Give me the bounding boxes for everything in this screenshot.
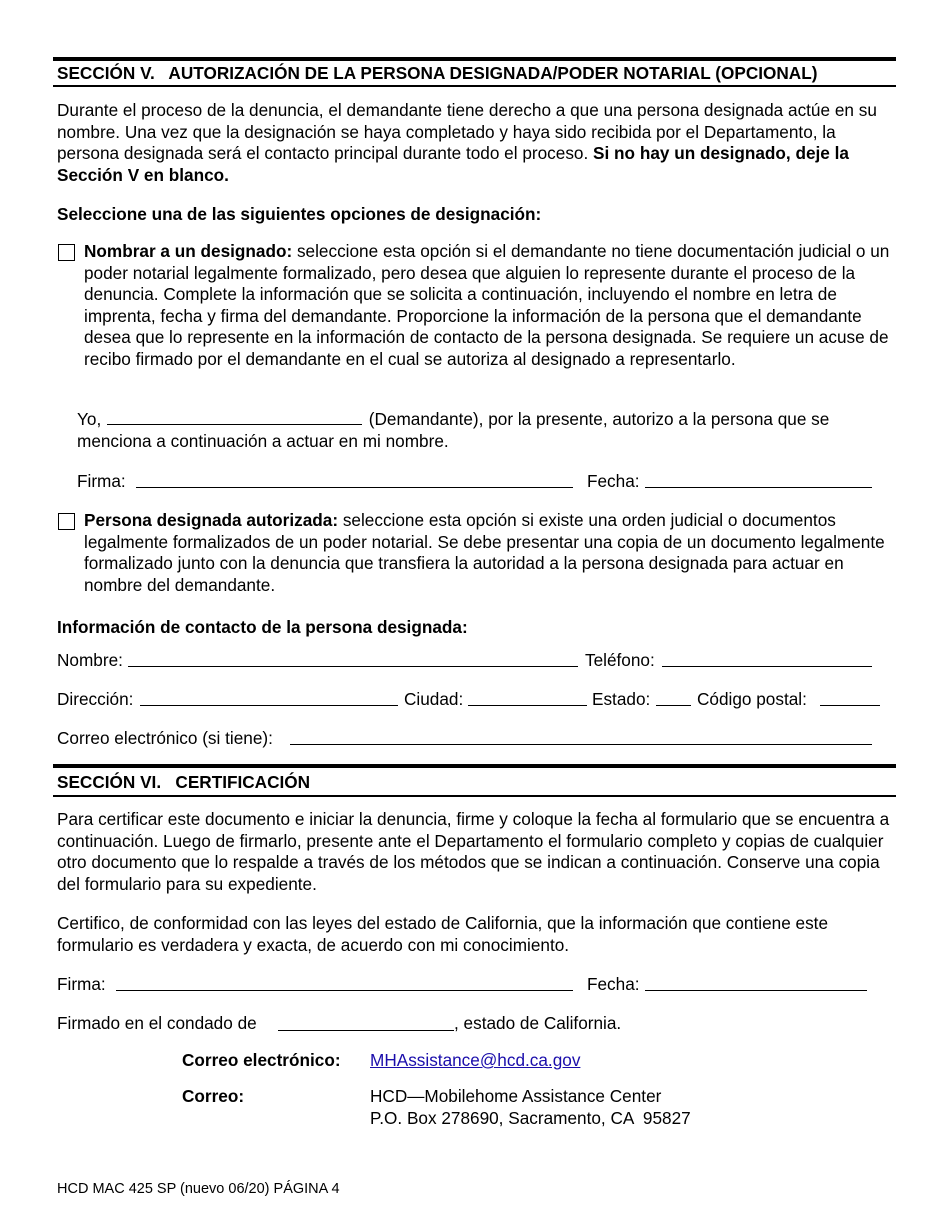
nombre-field[interactable] (128, 666, 578, 667)
section5-intro (57, 100, 899, 186)
codigo-postal-label: Código postal: (697, 689, 807, 709)
fecha-label-s5: Fecha: (587, 471, 640, 491)
section6-para1: Para certificar este documento e iniciar la denuncia, firme y coloque la fecha al formulario que se encuentra a continuación. Luego de firmarlo, presente ante el Departamento el formulario completo y copias de cualquier otro documento que lo respalde a través de los métodos que se indican a continuación. Conserve una copia del formulario para su expediente. (57, 809, 890, 894)
option-persona-autorizada (84, 510, 899, 596)
nombre-label: Nombre: (57, 650, 123, 670)
condado-field[interactable] (278, 1030, 454, 1031)
page-footer: HCD MAC 425 SP (nuevo 06/20) PÁGINA 4 (57, 1181, 340, 1197)
firmado-prefix: Firmado en el condado de (57, 1013, 257, 1033)
section6-top-rule (53, 764, 896, 768)
section6-heading: SECCIÓN VI. CERTIFICACIÓN (57, 772, 311, 792)
firma-label-s6: Firma: (57, 974, 106, 994)
fecha-field-s5[interactable] (645, 487, 872, 488)
firma-field-s5[interactable] (136, 487, 573, 488)
yo-prefix: Yo, (77, 409, 102, 429)
option-nombrar-designado-checkbox[interactable] (58, 244, 75, 261)
select-prompt: Seleccione una de las siguientes opciones de designación: (57, 204, 542, 224)
option1-title: Nombrar a un designado: (84, 241, 293, 261)
correo-label: Correo electrónico (si tiene): (57, 728, 273, 748)
fecha-label-s6: Fecha: (587, 974, 640, 994)
estado-label: Estado: (592, 689, 651, 709)
fecha-field-s6[interactable] (645, 990, 867, 991)
section5-heading: SECCIÓN V. AUTORIZACIÓN DE LA PERSONA DESIGNADA/PODER NOTARIAL (OPCIONAL) (57, 63, 818, 83)
mail-line2: P.O. Box 278690, Sacramento, CA 95827 (370, 1108, 691, 1128)
option-nombrar-designado (84, 241, 899, 370)
mail-line1: HCD—Mobilehome Assistance Center (370, 1086, 662, 1106)
option-persona-autorizada-checkbox[interactable] (58, 513, 75, 530)
section5-bottom-rule (53, 85, 896, 87)
correo-field[interactable] (290, 744, 872, 745)
section6-para2: Certifico, de conformidad con las leyes del estado de California, que la información que contiene este formulario es verdadera y exacta, de acuerdo con mi conocimiento. (57, 913, 829, 955)
section6-bottom-rule (53, 795, 896, 797)
email-label: Correo electrónico: (182, 1050, 341, 1070)
section5-intro-bold: Si no hay un designado, deje la Sección V en blanco. (57, 143, 849, 185)
firma-field-s6[interactable] (116, 990, 573, 991)
codigo-postal-field[interactable] (820, 705, 880, 706)
telefono-label: Teléfono: (585, 650, 655, 670)
section5-intro-text: Durante el proceso de la denuncia, el demandante tiene derecho a que una persona designada actúe en su nombre. Una vez que la designación se haya completado y haya sido recibida por el Departamento, la persona designada será el contacto principal durante todo el proceso. (57, 100, 877, 163)
yo-statement (77, 409, 892, 452)
direccion-field[interactable] (140, 705, 398, 706)
firmado-suffix: , estado de California. (454, 1013, 622, 1033)
option2-title: Persona designada autorizada: (84, 510, 339, 530)
demandante-name-field[interactable] (107, 410, 362, 425)
firma-label-s5: Firma: (77, 471, 126, 491)
yo-suffix: (Demandante), por la presente, autorizo a la persona que se menciona a continuación a actuar en mi nombre. (77, 409, 830, 451)
email-link[interactable]: MHAssistance@hcd.ca.gov (370, 1050, 581, 1070)
option2-text: seleccione esta opción si existe una orden judicial o documentos legalmente formalizados de un poder notarial. Se debe presentar una copia de un documento legalmente formalizado junto con la denuncia que transfiera la autoridad a la persona designada para actuar en nombre del demandante. (84, 510, 885, 595)
section5-top-rule (53, 57, 896, 61)
ciudad-label: Ciudad: (404, 689, 464, 709)
estado-field[interactable] (656, 705, 691, 706)
ciudad-field[interactable] (468, 705, 587, 706)
direccion-label: Dirección: (57, 689, 134, 709)
telefono-field[interactable] (662, 666, 872, 667)
option1-text: seleccione esta opción si el demandante no tiene documentación judicial o un poder notarial legalmente formalizado, pero desea que alguien lo represente durante el proceso de la denuncia. Complete la información que se solicita a continuación, incluyendo el nombre en letra de imprenta, fecha y firma del demandante. Proporcione la información de la persona que el demandante desea que lo represente en la información de contacto de la persona designada. Se requiere un acuse de recibo firmado por el demandante en el cual se autoriza al designado a representarlo. (84, 241, 890, 369)
mail-label: Correo: (182, 1086, 245, 1106)
contact-heading: Información de contacto de la persona designada: (57, 617, 468, 637)
